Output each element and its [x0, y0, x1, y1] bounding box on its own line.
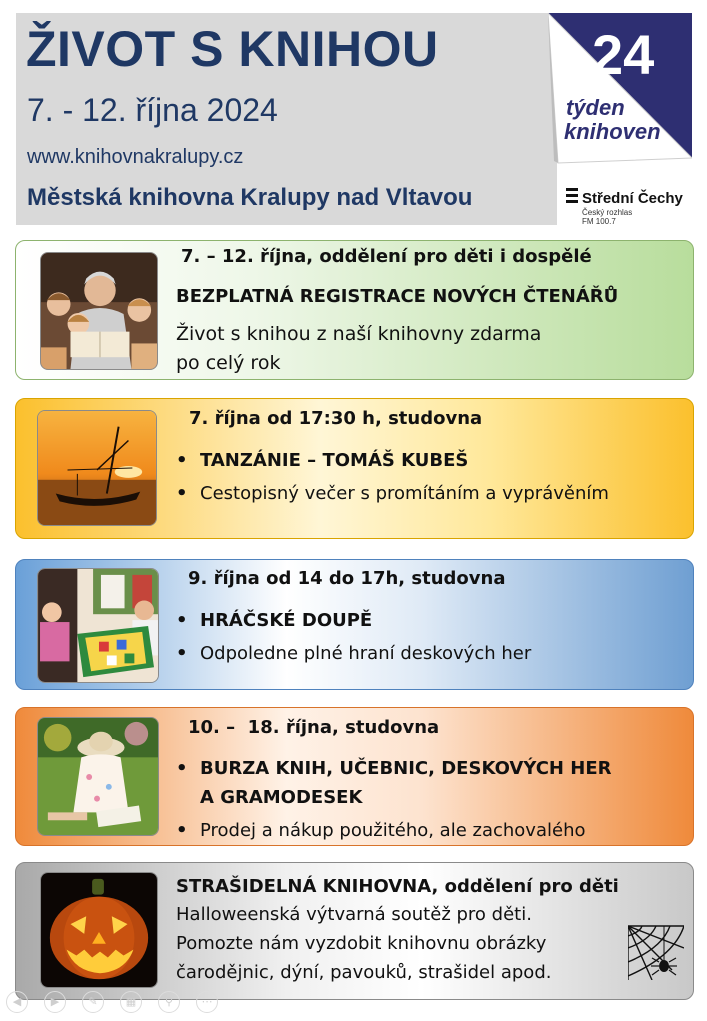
board-game-photo	[37, 568, 159, 683]
event1-when: 7. – 12. října, oddělení pro děti i dospělé	[181, 246, 592, 267]
event2-title: • TANZÁNIE – TOMÁŠ KUBEŠ	[200, 450, 468, 471]
event1-desc-line2: po celý rok	[176, 352, 281, 374]
radio-sub-name: Český rozhlas	[582, 208, 633, 217]
sailboat-sunset-photo	[37, 410, 157, 526]
presentation-controls	[6, 990, 234, 1018]
event1-desc-line1: Život s knihou z naší knihovny zdarma	[176, 323, 542, 345]
next-icon[interactable]: ▶	[44, 991, 66, 1013]
event4-title-line1: • BURZA KNIH, UČEBNIC, DESKOVÝCH HER	[200, 758, 612, 779]
spider-web-icon	[628, 922, 684, 980]
event1-title: BEZPLATNÁ REGISTRACE NOVÝCH ČTENÁŘŮ	[176, 286, 619, 307]
pen-icon[interactable]: ✎	[82, 991, 104, 1013]
week-label-line1: týden	[566, 95, 625, 120]
slides-icon[interactable]: ▦	[120, 991, 142, 1013]
zoom-icon[interactable]: ⚲	[158, 991, 180, 1013]
radio-logo-icon	[566, 188, 578, 204]
page-title: ŽIVOT S KNIHOU	[26, 21, 439, 77]
event2-desc: • Cestopisný večer s promítáním a vyprávěním	[200, 483, 609, 504]
prev-icon[interactable]: ◀	[6, 991, 28, 1013]
event4-title-line2: A GRAMODESEK	[200, 787, 363, 808]
week-label-line2: knihoven	[564, 119, 661, 144]
event5-desc-line2: Pomozte nám vyzdobit knihovnu obrázky	[176, 933, 547, 954]
event3-title: • HRÁČSKÉ DOUPĚ	[200, 610, 372, 631]
library-name: Městská knihovna Kralupy nad Vltavou	[27, 184, 473, 211]
week-number: 24	[592, 23, 655, 86]
event-dates: 7. - 12. října 2024	[27, 92, 278, 128]
event4-desc: • Prodej a nákup použitého, ale zachovalého	[200, 820, 586, 841]
event5-desc-line1: Halloweenská výtvarná soutěž pro děti.	[176, 904, 532, 925]
radio-station-name: Střední Čechy	[582, 190, 683, 207]
pumpkin-photo	[40, 872, 158, 988]
radio-frequency: FM 100.7	[582, 217, 616, 226]
event3-when: 9. října od 14 do 17h, studovna	[188, 568, 506, 589]
more-icon[interactable]: ⋯	[196, 991, 218, 1013]
event3-desc: • Odpoledne plné hraní deskových her	[200, 643, 531, 664]
girl-reading-photo	[37, 717, 159, 836]
event4-when: 10. – 18. října, studovna	[188, 717, 440, 738]
event2-when: 7. října od 17:30 h, studovna	[189, 408, 483, 429]
event5-desc-line3: čarodějnic, dýní, pavouků, strašidel apod.	[176, 962, 552, 983]
event5-title: STRAŠIDELNÁ KNIHOVNA, oddělení pro děti	[176, 876, 619, 897]
grandfather-reading-photo	[40, 252, 158, 370]
website-link[interactable]: www.knihovnakralupy.cz	[27, 146, 244, 168]
